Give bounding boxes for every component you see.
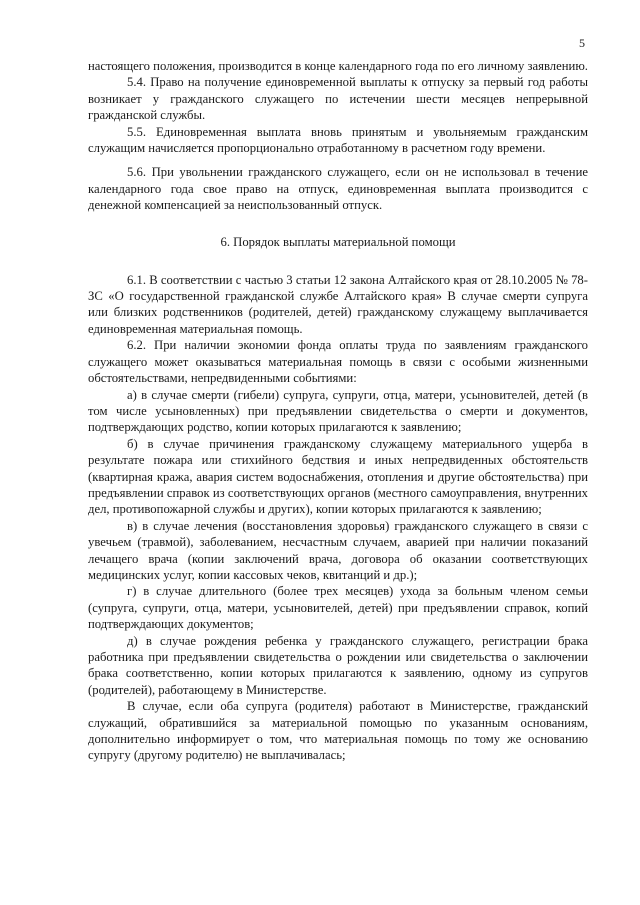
list-item-d: д) в случае рождения ребенка у гражданского служащего, регистрации брака работника при предъявлении свидетельства о рождении или свидетельства о заключении брака соответственно, копии которых прилагаются к заявлению, одному из супругов (родителей), работающему в Министерстве. xyxy=(88,633,588,697)
paragraph-5-4: 5.4. Право на получение единовременной выплаты к отпуску за первый год работы возникает у гражданского служащего по истечении шести месяцев непрерывной гражданской службы. xyxy=(88,75,588,123)
paragraph-5-5: 5.5. Единовременная выплата вновь принятым и увольняемым гражданским служащим начисляется пропорционально отработанному в расчетном году времени. xyxy=(88,124,588,156)
list-item-a: а) в случае смерти (гибели) супруга, супруги, отца, матери, усыновителей, детей (в том числе усыновленных) при предъявлении свидетельства о смерти и документов, подтверждающих родство, копии которых прилагаются к заявлению; xyxy=(88,387,588,435)
section-6-heading: 6. Порядок выплаты материальной помощи xyxy=(220,234,456,249)
paragraph-6-2: 6.2. При наличии экономии фонда оплаты труда по заявлениям гражданского служащего может оказываться материальная помощь в связи с особыми жизненными обстоятельствами, непредвиденными событиями: xyxy=(88,338,588,386)
list-item-g: г) в случае длительного (более трех месяцев) ухода за больным членом семьи (супруга, супруги, отца, матери, усыновителей, детей) при предъявлении справок, копий подтверждающих документов; xyxy=(88,584,588,632)
paragraph-5-6: 5.6. При увольнении гражданского служащего, если он не использовал в течение календарного года свое право на отпуск, единовременная выплата производится с денежной компенсацией за неиспользованный отпуск. xyxy=(88,165,588,213)
list-item-v: в) в случае лечения (восстановления здоровья) гражданского служащего в связи с увечьем (травмой), заболеванием, несчастным случаем, аварией при наличии показаний лечащего врача (копии заключений врача, договора об оказании соответствующих медицинских услуг, копии кассовых чеков, квитанций и др.); xyxy=(88,518,588,582)
paragraph-6-1: 6.1. В соответствии с частью 3 статьи 12 закона Алтайского края от 28.10.2005 № 78-ЗС «О государственной гражданской службе Алтайского края» В случае смерти супруга или близких родственников (родителей, детей) гражданскому служащему выплачивается единовременная материальная помощь. xyxy=(88,272,588,336)
paragraph-5-3-continuation: настоящего положения, производится в конце календарного года по его личному заявлению. xyxy=(88,59,588,73)
list-item-b: б) в случае причинения гражданскому служащему материального ущерба в результате пожара или стихийного бедствия и иных непредвиденных обстоятельств (квартирная кража, авария систем водоснабжения, отопления и другие обстоятельства) при предъявлении справок из соответствующих органов (местного самоуправления, внутренних дел, противопожарной службы и других), копии которых прилагаются к заявлению; xyxy=(88,436,588,517)
page-number: 5 xyxy=(579,36,585,50)
paragraph-both-spouses: В случае, если оба супруга (родителя) работают в Министерстве, гражданский служащий, обратившийся за материальной помощью по указанным основаниям, дополнительно информирует о том, что материальная помощь по тому же основанию супругу (другому родителю) не выплачивалась; xyxy=(88,699,588,763)
document-body xyxy=(88,58,588,764)
